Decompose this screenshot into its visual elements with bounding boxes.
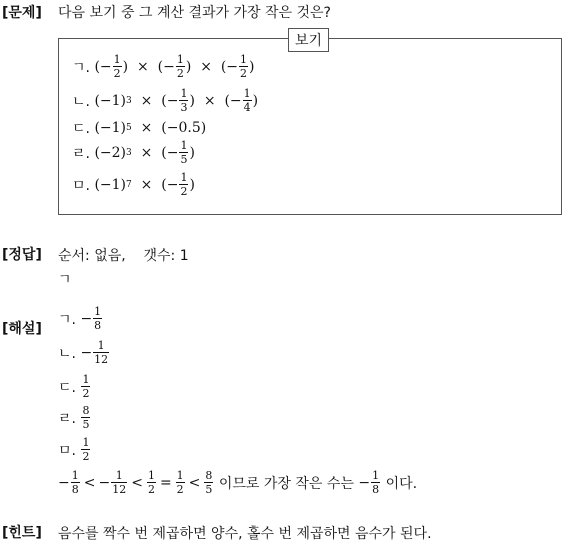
solution-tag: [해설]: [2, 321, 42, 337]
fraction: $\frac{1}{2}$: [147, 469, 155, 496]
fraction: $\frac{1}{2}$: [82, 373, 90, 400]
solution-line-2: ㄴ. − $\frac{1}{12}$: [58, 339, 109, 366]
example-item-2: ㄴ. (−1) 3 × (− $\frac{1}{3}$ ) × (− $\frac{1}{4}$ ): [72, 87, 259, 114]
fraction: $\frac{1}{3}$: [180, 87, 188, 114]
fraction: $\frac{1}{8}$: [94, 305, 102, 332]
solution-line-3: ㄷ. $\frac{1}{2}$: [58, 373, 90, 400]
question-text: 다음 보기 중 그 계산 결과가 가장 작은 것은?: [58, 5, 331, 21]
fraction: $\frac{1}{2}$: [240, 53, 248, 80]
answer-meta: 순서: 없음, 갯수: 1: [58, 248, 189, 264]
example-item-4: ㄹ. (−2) 3 × (− $\frac{1}{5}$ ): [72, 139, 195, 166]
fraction: $\frac{1}{2}$: [176, 53, 184, 80]
fraction: $\frac{1}{2}$: [82, 436, 90, 463]
fraction: $\frac{1}{4}$: [243, 87, 251, 114]
problem-tag: [문제]: [2, 5, 42, 21]
fraction: $\frac{1}{8}$: [71, 469, 79, 496]
solution-line-4: ㄹ. $\frac{8}{5}$: [58, 404, 90, 431]
example-item-5: ㅁ. (−1) 7 × (− $\frac{1}{2}$ ): [72, 171, 195, 198]
example-item-1: ㄱ. (− $\frac{1}{2}$ ) × (− $\frac{1}{2}$ ) × (− $\frac{1}{2}$ ): [72, 53, 255, 80]
hint-tag: [힌트]: [2, 525, 42, 541]
solution-line-5: ㅁ. $\frac{1}{2}$: [58, 436, 90, 463]
fraction: $\frac{1}{8}$: [372, 469, 380, 496]
example-box-label: 보기: [288, 28, 329, 52]
fraction: $\frac{1}{2}$: [113, 53, 121, 80]
solution-comparison: − $\frac{1}{8}$ < − $\frac{1}{12}$ < $\frac{1}{2}$ = $\frac{1}{2}$ < $\frac{8}{5}$ 이므로 가장 작은 수는 − $\frac{1}{8}$ 이다.: [58, 469, 418, 496]
fraction: $\frac{1}{2}$: [176, 469, 184, 496]
answer-value: ㄱ: [58, 272, 72, 288]
example-item-3: ㄷ. (−1) 5 × (−0.5): [72, 120, 207, 137]
fraction: $\frac{8}{5}$: [82, 404, 90, 431]
answer-tag: [정답]: [2, 247, 42, 263]
fraction: $\frac{1}{2}$: [180, 171, 188, 198]
fraction: $\frac{8}{5}$: [205, 469, 213, 496]
fraction: $\frac{1}{12}$: [94, 339, 109, 366]
hint-text: 음수를 짝수 번 제곱하면 양수, 홀수 번 제곱하면 음수가 된다.: [58, 526, 432, 542]
fraction: $\frac{1}{5}$: [180, 139, 188, 166]
fraction: $\frac{1}{12}$: [112, 469, 127, 496]
solution-line-1: ㄱ. − $\frac{1}{8}$: [58, 305, 102, 332]
